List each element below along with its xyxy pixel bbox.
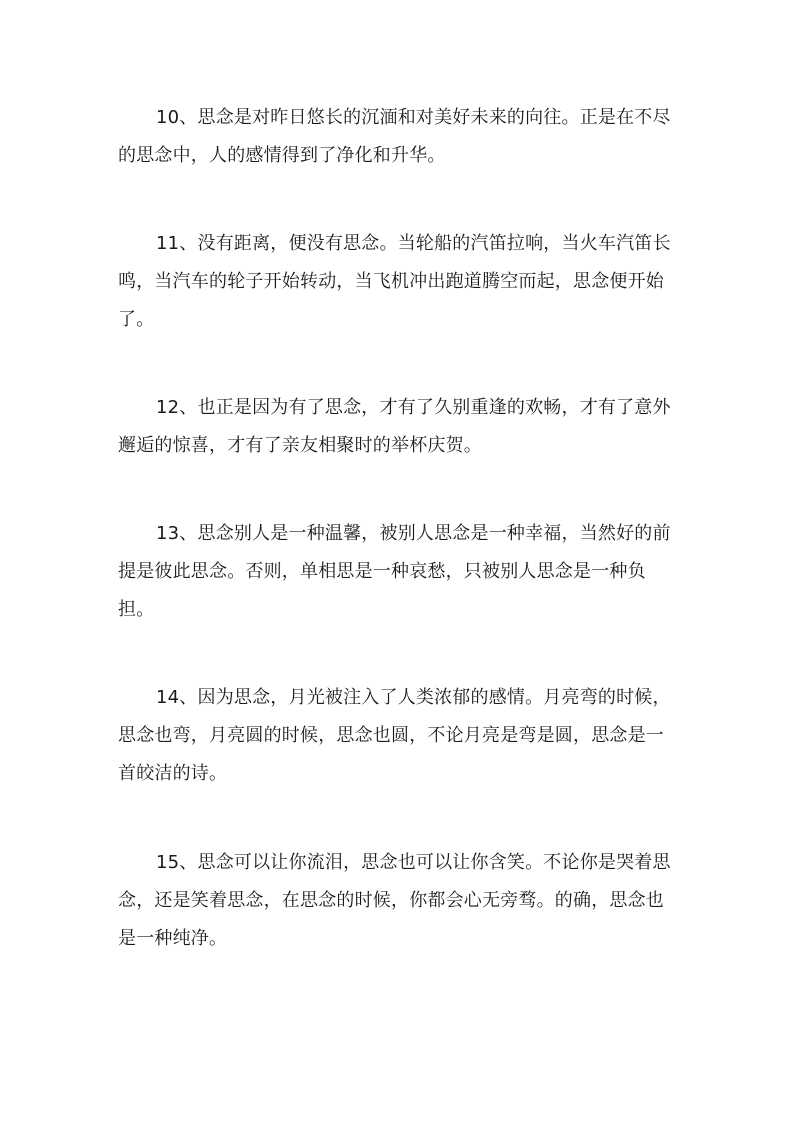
paragraph-11: 11、没有距离，便没有思念。当轮船的汽笛拉响，当火车汽笛长鸣，当汽车的轮子开始转动，当飞机冲出跑道腾空而起，思念便开始了。: [118, 233, 671, 330]
paragraph-13: 13、思念别人是一种温馨，被别人思念是一种幸福，当然好的前提是彼此思念。否则，单相思是一种哀愁，只被别人思念是一种负担。: [118, 523, 671, 620]
paragraph-14: 14、因为思念，月光被注入了人类浓郁的感情。月亮弯的时候，思念也弯，月亮圆的时候，思念也圆，不论月亮是弯是圆，思念是一首皎洁的诗。: [118, 687, 671, 784]
paragraph-15: 15、思念可以让你流泪，思念也可以让你含笑。不论你是哭着思念，还是笑着思念，在思念的时候，你都会心无旁骛。的确，思念也是一种纯净。: [118, 852, 671, 949]
paragraph-12: 12、也正是因为有了思念，才有了久别重逢的欢畅，才有了意外邂逅的惊喜，才有了亲友相聚时的举杯庆贺。: [118, 397, 671, 456]
paragraph-10: 10、思念是对昨日悠长的沉湎和对美好未来的向往。正是在不尽的思念中，人的感情得到了净化和升华。: [118, 107, 671, 166]
